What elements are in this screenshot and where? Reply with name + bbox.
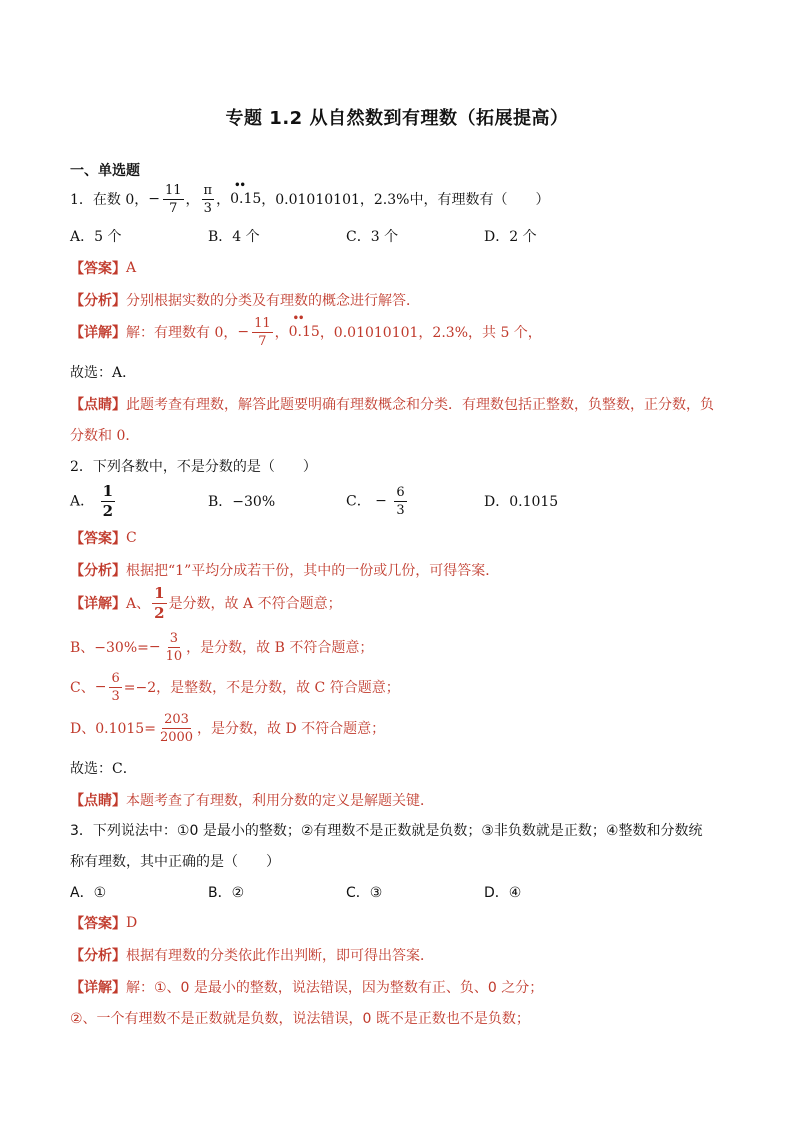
- q2-answer: 【答案】 C: [70, 530, 137, 547]
- option-c: C． − $\frac{6}{3}$: [346, 484, 405, 518]
- q1-comment: 【点睛】 此题考查有理数，解答此题要明确有理数概念和分类．有理数包括正整数，负整数，正分数，负: [70, 397, 714, 413]
- repeating-decimal: •• 0.15: [288, 313, 320, 340]
- fraction: $\frac{1}{2}$: [102, 481, 114, 520]
- fraction: $\frac{3}{10}$: [165, 630, 183, 664]
- fraction: $\frac{6}{3}$: [396, 484, 405, 518]
- q2-conclusion: 故选：C．: [70, 761, 137, 777]
- q2-detail-c: C、 − $\frac{6}{3}$ =−2，是整数，不是分数，故 C 符合题意；: [70, 670, 400, 704]
- q1-comment-cont: 分数和 0．: [70, 428, 140, 444]
- fraction: $\frac{\pi}{3}$: [203, 182, 213, 216]
- option-c: C．③: [346, 885, 383, 901]
- q3-analysis: 【分析】 根据有理数的分类依此作出判断，即可得出答案．: [70, 948, 434, 964]
- q1-conclusion: 故选：A．: [70, 365, 137, 381]
- q3-answer: 【答案】 D: [70, 915, 138, 932]
- q3-stem-cont: 称有理数，其中正确的是（ ）: [70, 854, 280, 870]
- q2-detail-b: B、−30%= − $\frac{3}{10}$ ，是分数，故 B 不符合题意；: [70, 630, 374, 664]
- q3-stem: 3．下列说法中：①0 是最小的整数；②有理数不是正数就是负数；③非负数就是正数；④整数和分数统: [70, 823, 703, 839]
- q2-stem: 2．下列各数中，不是分数的是（ ）: [70, 459, 317, 475]
- option-d: D．0.1015: [484, 494, 559, 510]
- option-b: B．4 个: [208, 229, 260, 245]
- option-c: C．3 个: [346, 229, 399, 245]
- q1-options: [70, 226, 734, 246]
- option-d: D．④: [484, 885, 522, 901]
- repeating-decimal: •• 0.15: [230, 180, 262, 207]
- q1-answer: 【答案】 A: [70, 260, 137, 277]
- fraction: $\frac{6}{3}$: [111, 670, 120, 704]
- fraction: $\frac{11}{7}$: [165, 182, 182, 216]
- q3-options: [70, 882, 734, 902]
- q3-detail: 【详解】 解：①、0 是最小的整数，说法错误，因为整数有正、负、0 之分；: [70, 980, 544, 996]
- option-a: A． $\frac{1}{2}$: [70, 481, 114, 520]
- q2-detail-a: 【详解】 A、 $\frac{1}{2}$ 是分数，故 A 不符合题意；: [70, 583, 342, 622]
- option-b: B．②: [208, 885, 245, 901]
- q1-analysis: 【分析】 分别根据实数的分类及有理数的概念进行解答．: [70, 293, 420, 309]
- q1-detail: 【详解】 解：有理数有 0， − $\frac{11}{7}$ ， •• 0.15 ，0.01010101，2.3%，共 5 个，: [70, 313, 542, 349]
- q3-detail-cont: ②、一个有理数不是正数就是负数，说法错误，0 既不是正数也不是负数；: [70, 1011, 530, 1027]
- section-heading: 一、单选题: [70, 163, 140, 179]
- option-a: A．5 个: [70, 229, 122, 245]
- page-title: 专题 1.2 从自然数到有理数（拓展提高）: [225, 108, 569, 129]
- fraction: $\frac{11}{7}$: [254, 315, 271, 349]
- option-a: A．①: [70, 885, 107, 901]
- q2-detail-d: D、0.1015= $\frac{203}{2000}$ ，是分数，故 D 不符合题意；: [70, 711, 386, 745]
- q2-options: [70, 482, 734, 520]
- option-b: B．−30%: [208, 494, 276, 510]
- fraction: $\frac{203}{2000}$: [159, 711, 194, 745]
- fraction: $\frac{1}{2}$: [154, 583, 165, 622]
- option-d: D．2 个: [484, 229, 537, 245]
- q2-comment: 【点睛】 本题考查了有理数，利用分数的定义是解题关键．: [70, 793, 434, 809]
- q2-analysis: 【分析】 根据把“1”平均分成若干份，其中的一份或几份，可得答案．: [70, 563, 500, 579]
- q1-stem: 1．在数 0， − $\frac{11}{7}$ ， $\frac{\pi}{3}$ ， •• 0.15 ，0.01010101，2.3%中，有理数有（ ）: [70, 180, 550, 216]
